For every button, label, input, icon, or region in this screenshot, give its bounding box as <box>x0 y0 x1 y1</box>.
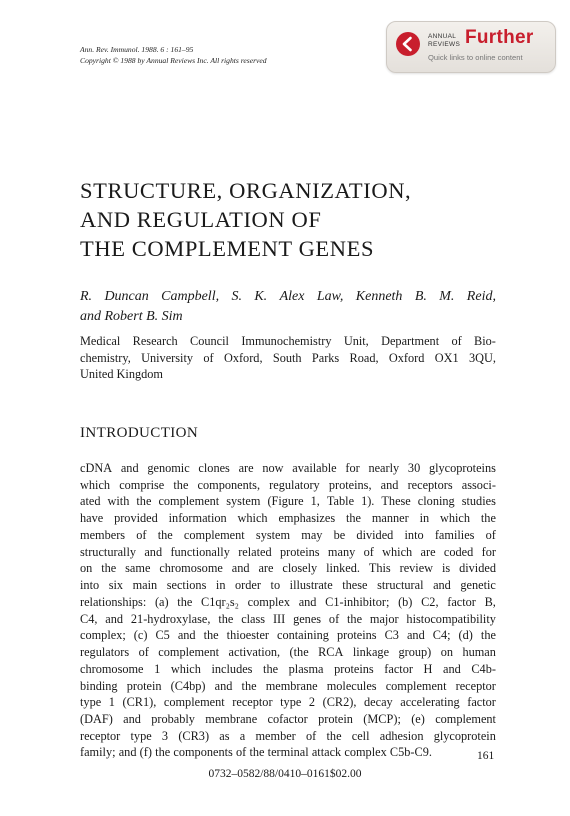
body-line: have provided information which emphasizes the manner in which the <box>80 511 496 526</box>
affiliation-word: of <box>451 334 462 348</box>
author-word: Law, <box>316 289 344 304</box>
affiliation-word: of <box>203 350 214 365</box>
author-word: R. <box>80 289 93 304</box>
author-line-2: and Robert B. Sim <box>80 309 183 324</box>
affiliation-word: 3QU, <box>469 350 496 365</box>
author-word: Kenneth <box>355 289 403 304</box>
body-line: receptor type 3 (CR3) as a member of the cell adhesion glycoprotein <box>80 728 496 743</box>
body-line: chromosome 1 which includes the plasma proteins factor H and C4b- <box>80 661 496 676</box>
badge-reviews-label: REVIEWS <box>428 40 461 48</box>
badge-annual-label: ANNUAL <box>428 33 457 40</box>
author-word: Campbell, <box>161 289 220 304</box>
affiliation-word: Bio- <box>474 334 496 348</box>
body-line: (DAF) and probably membrane cofactor protein (MCP); (e) complement <box>80 712 496 727</box>
affiliation-word: Medical <box>80 334 121 348</box>
affiliation-word: Immunochemistry <box>241 334 332 348</box>
title-line: AND REGULATION OF <box>80 207 322 232</box>
title-line: THE COMPLEMENT GENES <box>80 236 375 261</box>
affiliation-line-1 <box>80 333 496 350</box>
author-word: Alex <box>279 289 305 304</box>
author-word: Duncan <box>104 289 149 304</box>
body-line: into six main sections in order to illustrate these structural and genetic <box>80 578 496 593</box>
author-word: S. <box>231 289 242 304</box>
annual-reviews-logo-icon <box>396 32 420 56</box>
badge-brand-text <box>428 33 460 48</box>
citation-line-2: Copyright © 1988 by Annual Reviews Inc. All rights reserved <box>80 55 267 65</box>
body-line: regulators of complement activation, (the RCA linkage group) on human <box>80 645 496 660</box>
author-line-1 <box>80 287 496 307</box>
body-line: members of the complement system may be divided into families of <box>80 527 496 542</box>
affiliation-line-2 <box>80 350 496 367</box>
affiliation-word: Oxford, <box>223 350 263 365</box>
body-line: structurally and functionally related proteins many of which are coded for <box>80 544 496 559</box>
affiliation-word: Department <box>381 334 440 348</box>
affiliation-word: Oxford <box>388 350 425 365</box>
badge-subtitle: Quick links to online content <box>428 53 523 62</box>
body-line: binding protein (C4bp) and the membrane molecules complement receptor <box>80 678 496 693</box>
affiliation-word: Parks <box>311 350 340 365</box>
body-line: ated with the complement system (Figure 1, Table 1). These cloning studies <box>80 494 496 509</box>
author-list <box>80 287 496 327</box>
author-word: K. <box>254 289 268 304</box>
affiliation-word: Unit, <box>343 334 369 348</box>
body-line: relationships: (a) the C1qr₂s₂ complex and C1-inhibitor; (b) C2, factor B, <box>80 594 496 609</box>
title-line: STRUCTURE, ORGANIZATION, <box>80 178 412 203</box>
page-number: 161 <box>477 750 495 762</box>
affiliation-word: Research <box>132 334 178 348</box>
journal-citation <box>80 45 267 66</box>
affiliation <box>80 333 496 383</box>
affiliation-word: OX1 <box>434 350 459 365</box>
body-line: C4, and 21-hydroxylase, the class III genes of the major histocompatibility <box>80 611 496 626</box>
affiliation-word: Road, <box>349 350 379 365</box>
body-paragraph <box>80 460 496 761</box>
body-line: complex; (c) C5 and the thioester containing proteins C3 and C4; (d) the <box>80 628 496 643</box>
citation-line-1: Ann. Rev. Immunol. 1988. 6 : 161–95 <box>80 45 194 54</box>
body-line: which comprise the components, regulatory proteins, and receptors associ- <box>80 477 496 492</box>
affiliation-word: University <box>141 350 194 365</box>
article-title <box>80 176 520 263</box>
body-line: family; and (f) the components of the terminal attack complex C5b-C9. <box>80 745 432 760</box>
body-line: cDNA and genomic clones are now available for nearly 30 glycoproteins <box>80 461 496 475</box>
section-heading: INTRODUCTION <box>80 425 199 441</box>
annual-reviews-further-badge[interactable] <box>386 21 556 73</box>
body-line: on the same chromosome and are closely linked. This review is divided <box>80 561 496 576</box>
footer-code: 0732–0582/88/0410–0161$02.00 <box>208 768 362 780</box>
author-word: B. <box>414 289 427 304</box>
affiliation-word: Council <box>190 334 229 348</box>
author-word: M. <box>439 289 455 304</box>
badge-further-label: Further <box>465 27 534 48</box>
body-line: type 1 (CR1), complement receptor type 2 (CR2), decay accelerating factor <box>80 695 496 710</box>
affiliation-word: South <box>272 350 302 365</box>
affiliation-word: chemistry, <box>80 350 131 365</box>
author-word: Reid, <box>466 289 496 304</box>
affiliation-line-3: United Kingdom <box>80 367 163 382</box>
